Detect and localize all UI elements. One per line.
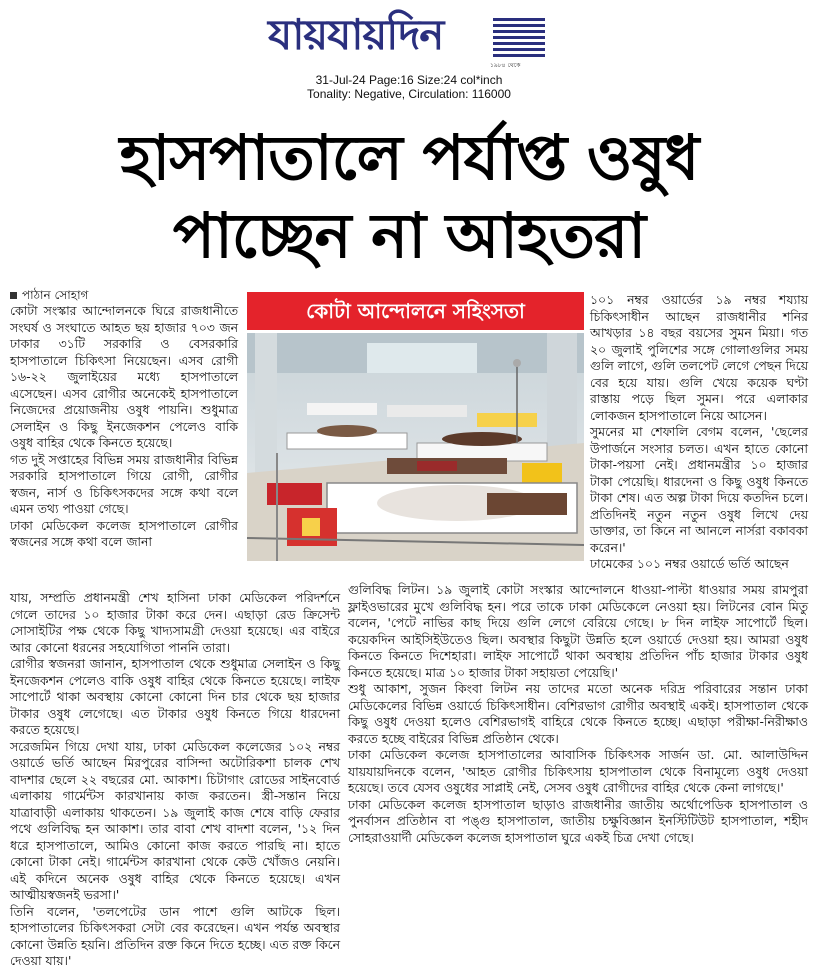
paragraph: ঢাকা মেডিকেল কলেজ হাসপাতালে রোগীর স্বজনের সঙ্গে কথা বলে জানা (10, 517, 238, 549)
article-column-left (10, 303, 238, 593)
hospital-ward-photo (247, 333, 584, 561)
paragraph: গত দুই সপ্তাহের বিভিন্ন সময় রাজধানীর বিভিন্ন সরকারি হাসপাতালে গিয়ে রোগী, রোগীর স্বজন, নার্স ও চিকিৎসকদের সঙ্গে কথা বলে এমন তথ্য পাওয়া গেছে। (10, 451, 238, 516)
paragraph: সরেজমিন গিয়ে দেখা যায়, ঢাকা মেডিকেল কলেজের ১০২ নম্বর ওয়ার্ডে ভর্তি আছেন মিরপুরের বাসিন্দা অটোরিকশা চালক শেখ বাদশার ছেলে ২২ বছরের মো. আকাশ। চিটাগাং রোডের সাইনবোর্ড এলাকায় গার্মেন্টস কারখানায় কাজ করতেন। স্ত্রী-সন্তান নিয়ে যাত্রাবাড়ী এলাকায় থাকতেন। ১৯ জুলাই কাজ শেষে বাড়ি ফেরার পথে গুলিবিদ্ধ হন আকাশ। তার বাবা শেখ বাদশা বলেন, '১২ দিন ধরে হাসপাতালে, আমিও কোনো কাজ করতে পারছি না। হাতে কোনো টাকা নেই। গার্মেন্টস কারখানা থেকে কেউ খোঁজও নেয়নি। এই কদিনে অনেক ওষুধ বাহির থেকে কিনতে হয়েছে। এখন আত্মীয়স্বজনই ভরসা।' (10, 738, 340, 902)
paragraph: তিনি বলেন, 'তলপেটের ডান পাশে গুলি আটকে ছিল। হাসপাতালের চিকিৎসকরা সেটা বের করেছেন। এখন পর্যন্ত অবস্থার কোনো উন্নতি হয়নি। প্রতিদিন রক্ত কিনে দিতে হচ্ছে। এত রক্ত কিনে দেওয়া যায়।' (10, 903, 340, 968)
paragraph: ঢাকা মেডিকেল কলেজ হাসপাতালের আবাসিক চিকিৎসক সার্জন ডা. মো. আলাউদ্দিন যায়যায়দিনকে বলেন, 'আহত রোগীর চিকিৎসায় হাসপাতাল থেকে বিনামূল্যে ওষুধ দেওয়া হয়েছে। তবে যেসব ওষুধের সাপ্লাই নেই, সেসব ওষুধ রোগীদের বাহির থেকে কেনা লাগছে।' (348, 747, 808, 795)
paragraph: কোটা সংস্কার আন্দোলনকে ঘিরে রাজধানীতে সংঘর্ষ ও সংঘাতে আহত ছয় হাজার ৭০৩ জন ঢাকার ৩১টি সরকারি ও বেসরকারি হাসপাতালে চিকিৎসা নিয়েছেন। এসব রোগী ১৬-২২ জুলাইয়ের মধ্যে হাসপাতালে এসেছেন। এসব রোগীর অনেকেই হাসপাতালে নিজেদের প্রয়োজনীয় ওষুধ পায়নি। শুধুমাত্র সেলাইন ও কিছু ইনজেকশন পেলেও বাকি ওষুধ বাহির থেকে কিনতে হয়েছে। (10, 303, 238, 450)
section-banner: কোটা আন্দোলনে সহিংসতা (247, 292, 584, 330)
paragraph: ঢামেকের ১০১ নম্বর ওয়ার্ডে ভর্তি আছেন (590, 556, 789, 571)
paragraph: রোগীর স্বজনরা জানান, হাসপাতাল থেকে শুধুমাত্র সেলাইন ও কিছু ইনজেকশন পেলেও বাকি ওষুধ বাহির থেকে কিনতে হয়েছে। লাইফ সাপোর্টে থাকা অবস্থায় কোনো কোনো দিন চার থেকে ছয় হাজার টাকার ওষুধ লেগেছে। এত টাকার ওষুধ কিনতে গিয়ে ধারদেনা করতে হয়েছে। (10, 656, 340, 737)
logo-stripes-icon (493, 18, 545, 58)
article-column-bottom-left (10, 590, 340, 968)
logo-tagline: ১৯৮৪ থেকে (490, 62, 521, 69)
headline-line-2: পাচ্ছেন না আহতরা (172, 199, 646, 272)
byline (10, 287, 88, 303)
article-column-right (590, 292, 808, 592)
masthead (268, 10, 548, 68)
article-column-bottom-right (348, 582, 808, 922)
paragraph: ঢাকা মেডিকেল কলেজ হাসপাতাল ছাড়াও রাজধানীর জাতীয় অর্থোপেডিক হাসপাতাল ও পুনর্বাসন প্রতিষ্ঠান বা পঙ্গু হাসপাতাল, জাতীয় চক্ষুবিজ্ঞান ইনস্টিটিউট হাসপাতাল, শহীদ সোহরাওয়ার্দী মেডিকেল কলেজ হাসপাতাল ঘুরে একই চিত্র দেখা গেছে। (348, 796, 808, 845)
paragraph: সুমনের মা শেফালি বেগম বলেন, 'ছেলের উপার্জনে সংসার চলত। এখন হাতে কোনো টাকা-পয়সা নেই। প্রধানমন্ত্রীর ১০ হাজার টাকা পেয়েছি। ধারদেনা ও কিছু ওষুধ কিনতে টাকা শেষ। এত অল্প টাকা দিয়ে কতদিন চলে। প্রতিদিনই নতুন নতুন ওষুধ লিখে দেয় ডাক্তার, তা কিনে না আনলে নার্সরা বকাবকা করেন।' (590, 424, 808, 555)
headline-line-1: হাসপাতালে পর্যাপ্ত ওষুধ (119, 121, 699, 194)
paragraph: যায়, সম্প্রতি প্রধানমন্ত্রী শেখ হাসিনা ঢাকা মেডিকেল পরিদর্শনে গেলে তাদের ১০ হাজার টাকা করে দেন। এছাড়া রেড ক্রিসেন্ট সোসাইটির পক্ষ থেকে কিছু খাদ্যসামগ্রী দেওয়া হয়েছে। এর বাইরে আর কোনো ধরনের সহযোগিতা পাননি তারা। (10, 590, 340, 655)
byline-author: পাঠান সোহাগ (22, 288, 89, 302)
paragraph: শুধু আকাশ, সুজন কিংবা লিটন নয় তাদের মতো অনেক দরিদ্র পরিবারের সন্তান ঢাকা মেডিকেলের বিভিন্ন ওয়ার্ডে চিকিৎসাধীন। বেশিরভাগ রোগীর অবস্থাই একই। হাসপাতাল থেকে কিছু ওষুধ দেওয়া হলেও বেশিরভাগই বাহিরে থেকে কিনতে হচ্ছে। এছাড়া পরীক্ষা-নিরীক্ষাও করতে হচ্ছে বাইরের বিভিন্ন প্রতিষ্ঠান থেকে। (348, 681, 808, 746)
newspaper-logo: যায়যায়দিন (268, 10, 444, 59)
clipping-meta-tonality: Tonality: Negative, Circulation: 116000 (307, 87, 511, 101)
paragraph: গুলিবিদ্ধ লিটন। ১৯ জুলাই কোটা সংস্কার আন্দোলনে ধাওয়া-পাল্টা ধাওয়ার সময় রামপুরা ফ্লাইওভারের মুখে গুলিবিদ্ধ হন। পরে তাকে ঢাকা মেডিকেলে নেওয়া হয়। লিটনের বোন মিতু বলেন, 'পেটে নাভির কাছ দিয়ে গুলি লেগে বেরিয়ে গেছে। ৮ দিন লাইফ সাপোর্টে ছিল। কয়েকদিন আইসিইউতেও ছিল। অবস্থার কিছুটা উন্নতি হলে ওয়ার্ডে দেওয়া হয়। আমরা ওষুধ কিনতে কিনতে দিশেহারা। লাইফ সাপোর্টে থাকা অবস্থায় প্রতিদিন পাঁচ হাজার টাকার ওষুধ কিনতে হয়েছে। মাত্র ১০ হাজার টাকা সহায়তা পেয়েছি।' (348, 582, 808, 680)
byline-square-icon (10, 292, 17, 299)
paragraph: ১০১ নম্বর ওয়ার্ডের ১৯ নম্বর শয্যায় চিকিৎসাধীন আছেন রাজধানীর শনির আখড়ার ১৪ বছর বয়সের সুমন মিয়া। গত ২০ জুলাই পুলিশের সঙ্গে গোলাগুলির সময় গুলি লাগে, গুলি তলপেট লেগে পেছন দিয়ে বের হয়ে যায়। গুলি খেয়ে কয়েক ঘণ্টা রাস্তায় পড়ে ছিল সুমন। পরে এলাকার লোকজন হাসপাতালে নিয়ে আসেন। (590, 292, 808, 423)
clipping-meta-date-page: 31-Jul-24 Page:16 Size:24 col*inch (315, 73, 503, 87)
